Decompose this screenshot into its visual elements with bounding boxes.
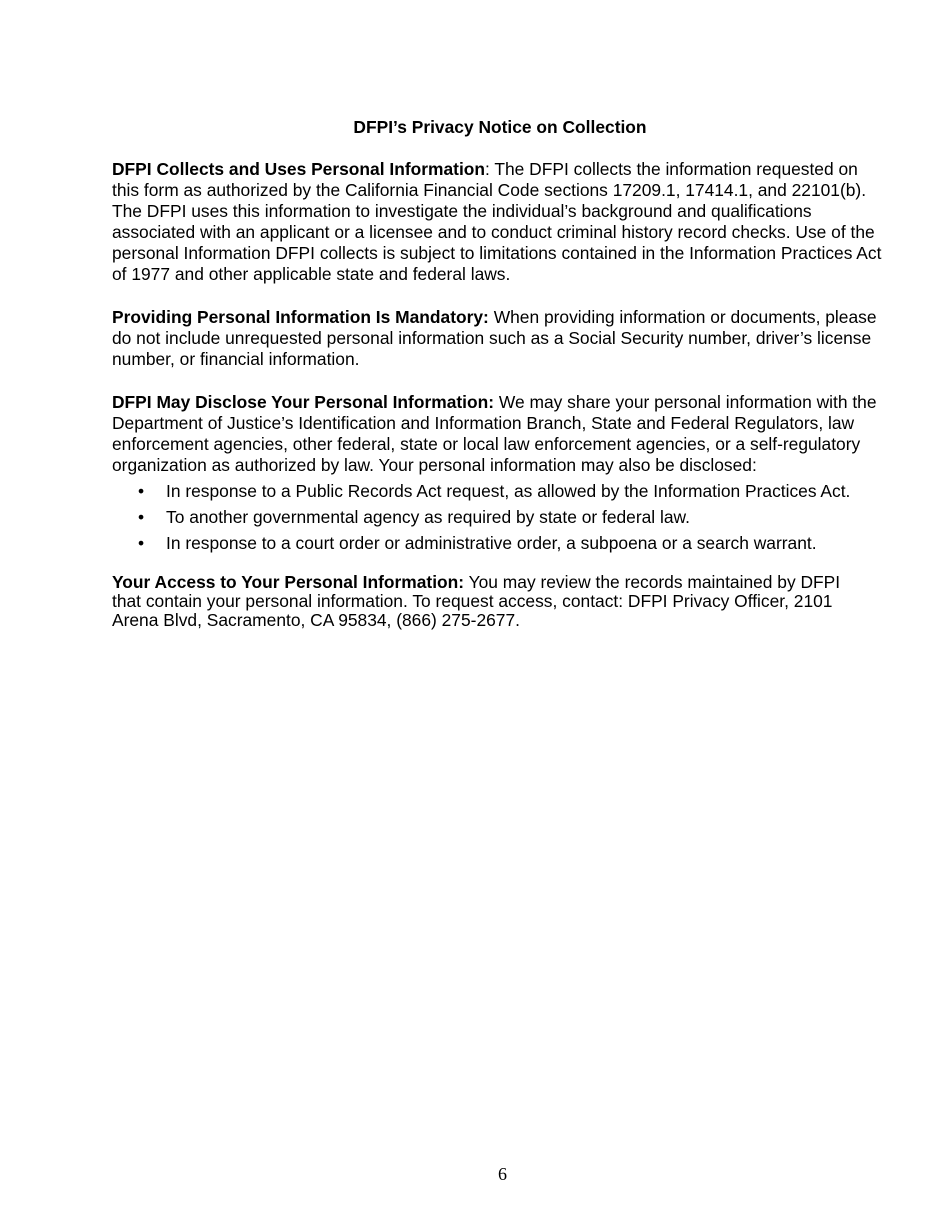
section-separator: : bbox=[485, 159, 495, 179]
section-mandatory bbox=[112, 307, 888, 370]
section-heading: DFPI Collects and Uses Personal Information bbox=[112, 159, 486, 179]
page-number: 6 bbox=[498, 1164, 507, 1184]
section-disclose bbox=[112, 392, 888, 476]
section-heading: Your Access to Your Personal Information: bbox=[112, 572, 465, 592]
section-body: You may review the records maintained by DFPI that contain your personal information. To request access, contact: DFPI Privacy Officer, 2101 Arena Blvd, Sacramento, CA 95834, (866) 275-2677. bbox=[112, 572, 841, 630]
section-collects-uses bbox=[112, 159, 888, 285]
section-heading: DFPI May Disclose Your Personal Information: bbox=[112, 392, 495, 412]
list-item bbox=[138, 505, 888, 529]
bullet-icon: • bbox=[138, 533, 145, 553]
section-access bbox=[112, 573, 842, 630]
notice-title: DFPI’s Privacy Notice on Collection bbox=[353, 117, 647, 137]
section-heading: Providing Personal Information Is Mandatory: bbox=[112, 307, 489, 327]
disclosure-list bbox=[112, 479, 888, 555]
section-body: When providing information or documents, please do not include unrequested personal information such as a Social Security number, driver’s license number, or financial information. bbox=[112, 307, 877, 369]
section-body: We may share your personal information with the Department of Justice’s Identification and Information Branch, State and Federal Regulators, law enforcement agencies, other federal, state or local law enforcement agencies, or a self-regulatory organization as authorized by law. Your personal information may also be disclosed: bbox=[112, 392, 877, 475]
list-item bbox=[138, 531, 888, 555]
list-item-text: To another governmental agency as required by state or federal law. bbox=[166, 507, 690, 527]
list-item-text: In response to a Public Records Act request, as allowed by the Information Practices Act. bbox=[166, 481, 851, 501]
document-page bbox=[112, 116, 888, 652]
list-item bbox=[138, 479, 888, 503]
list-item-text: In response to a court order or administrative order, a subpoena or a search warrant. bbox=[166, 533, 817, 553]
bullet-icon: • bbox=[138, 481, 145, 501]
section-body: The DFPI collects the information requested on this form as authorized by the California Financial Code sections 17209.1, 17414.1, and 22101(b). The DFPI uses this information to investigate the individual’s background and qualifications associated with an applicant or a licensee and to conduct criminal history record checks. Use of the personal Information DFPI collects is subject to limitations contained in the Information Practices Act of 1977 and other applicable state and federal laws. bbox=[112, 159, 882, 284]
bullet-icon: • bbox=[138, 507, 145, 527]
